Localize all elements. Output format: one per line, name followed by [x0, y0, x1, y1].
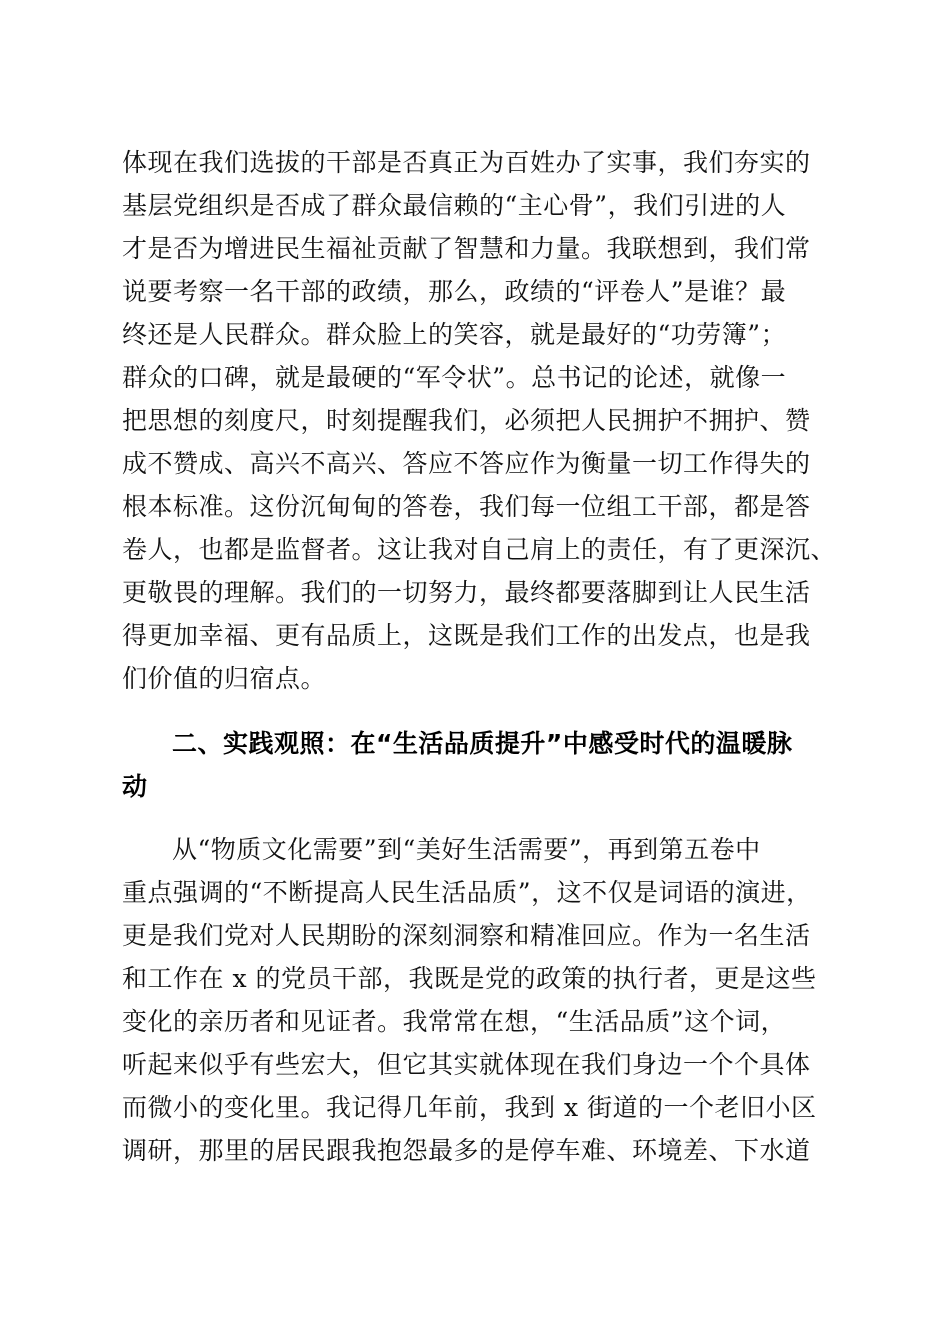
paragraph-line: 听起来似乎有些宏大，但它其实就体现在我们身边一个个具体	[122, 1050, 811, 1079]
paragraph-line: 更敬畏的理解。我们的一切努力，最终都要落脚到让人民生活	[122, 578, 811, 607]
paragraph-line: 基层党组织是否成了群众最信赖的“主心骨”，我们引进的人	[122, 191, 787, 220]
paragraph-line: 和工作在 x 的党员干部，我既是党的政策的执行者，更是这些	[122, 964, 817, 993]
paragraph-line: 群众的口碑，就是最硬的“军令状”。总书记的论述，就像一	[122, 363, 787, 392]
paragraph-line: 说要考察一名干部的政绩，那么，政绩的“评卷人”是谁？最	[122, 277, 787, 306]
section-heading: 二、实践观照：在“生活品质提升”中感受时代的温暖脉	[172, 729, 793, 758]
paragraph-line: 更是我们党对人民期盼的深刻洞察和精准回应。作为一名生活	[122, 921, 811, 950]
paragraph-line: 终还是人民群众。群众脸上的笑容，就是最好的“功劳簿”；	[122, 320, 787, 349]
paragraph-line: 调研，那里的居民跟我抱怨最多的是停车难、环境差、下水道	[122, 1136, 811, 1165]
section-heading-continued: 动	[122, 772, 148, 801]
paragraph-line: 而微小的变化里。我记得几年前，我到 x 街道的一个老旧小区	[122, 1093, 817, 1122]
paragraph-line: 得更加幸福、更有品质上，这既是我们工作的出发点，也是我	[122, 621, 811, 650]
paragraph-line: 卷人，也都是监督者。这让我对自己肩上的责任，有了更深沉、	[122, 535, 837, 564]
paragraph-line: 根本标准。这份沉甸甸的答卷，我们每一位组工干部，都是答	[122, 492, 811, 521]
paragraph-line: 成不赞成、高兴不高兴、答应不答应作为衡量一切工作得失的	[122, 449, 811, 478]
paragraph-line: 把思想的刻度尺，时刻提醒我们，必须把人民拥护不拥护、赞	[122, 406, 811, 435]
paragraph-line: 们价值的归宿点。	[122, 664, 327, 693]
paragraph-line: 变化的亲历者和见证者。我常常在想，“生活品质”这个词，	[122, 1007, 787, 1036]
paragraph-line: 体现在我们选拔的干部是否真正为百姓办了实事，我们夯实的	[122, 148, 811, 177]
paragraph-line: 才是否为增进民生福祉贡献了智慧和力量。我联想到，我们常	[122, 234, 811, 263]
paragraph-line: 从“物质文化需要”到“美好生活需要”，再到第五卷中	[172, 835, 761, 864]
paragraph-line: 重点强调的“不断提高人民生活品质”，这不仅是词语的演进，	[122, 878, 812, 907]
